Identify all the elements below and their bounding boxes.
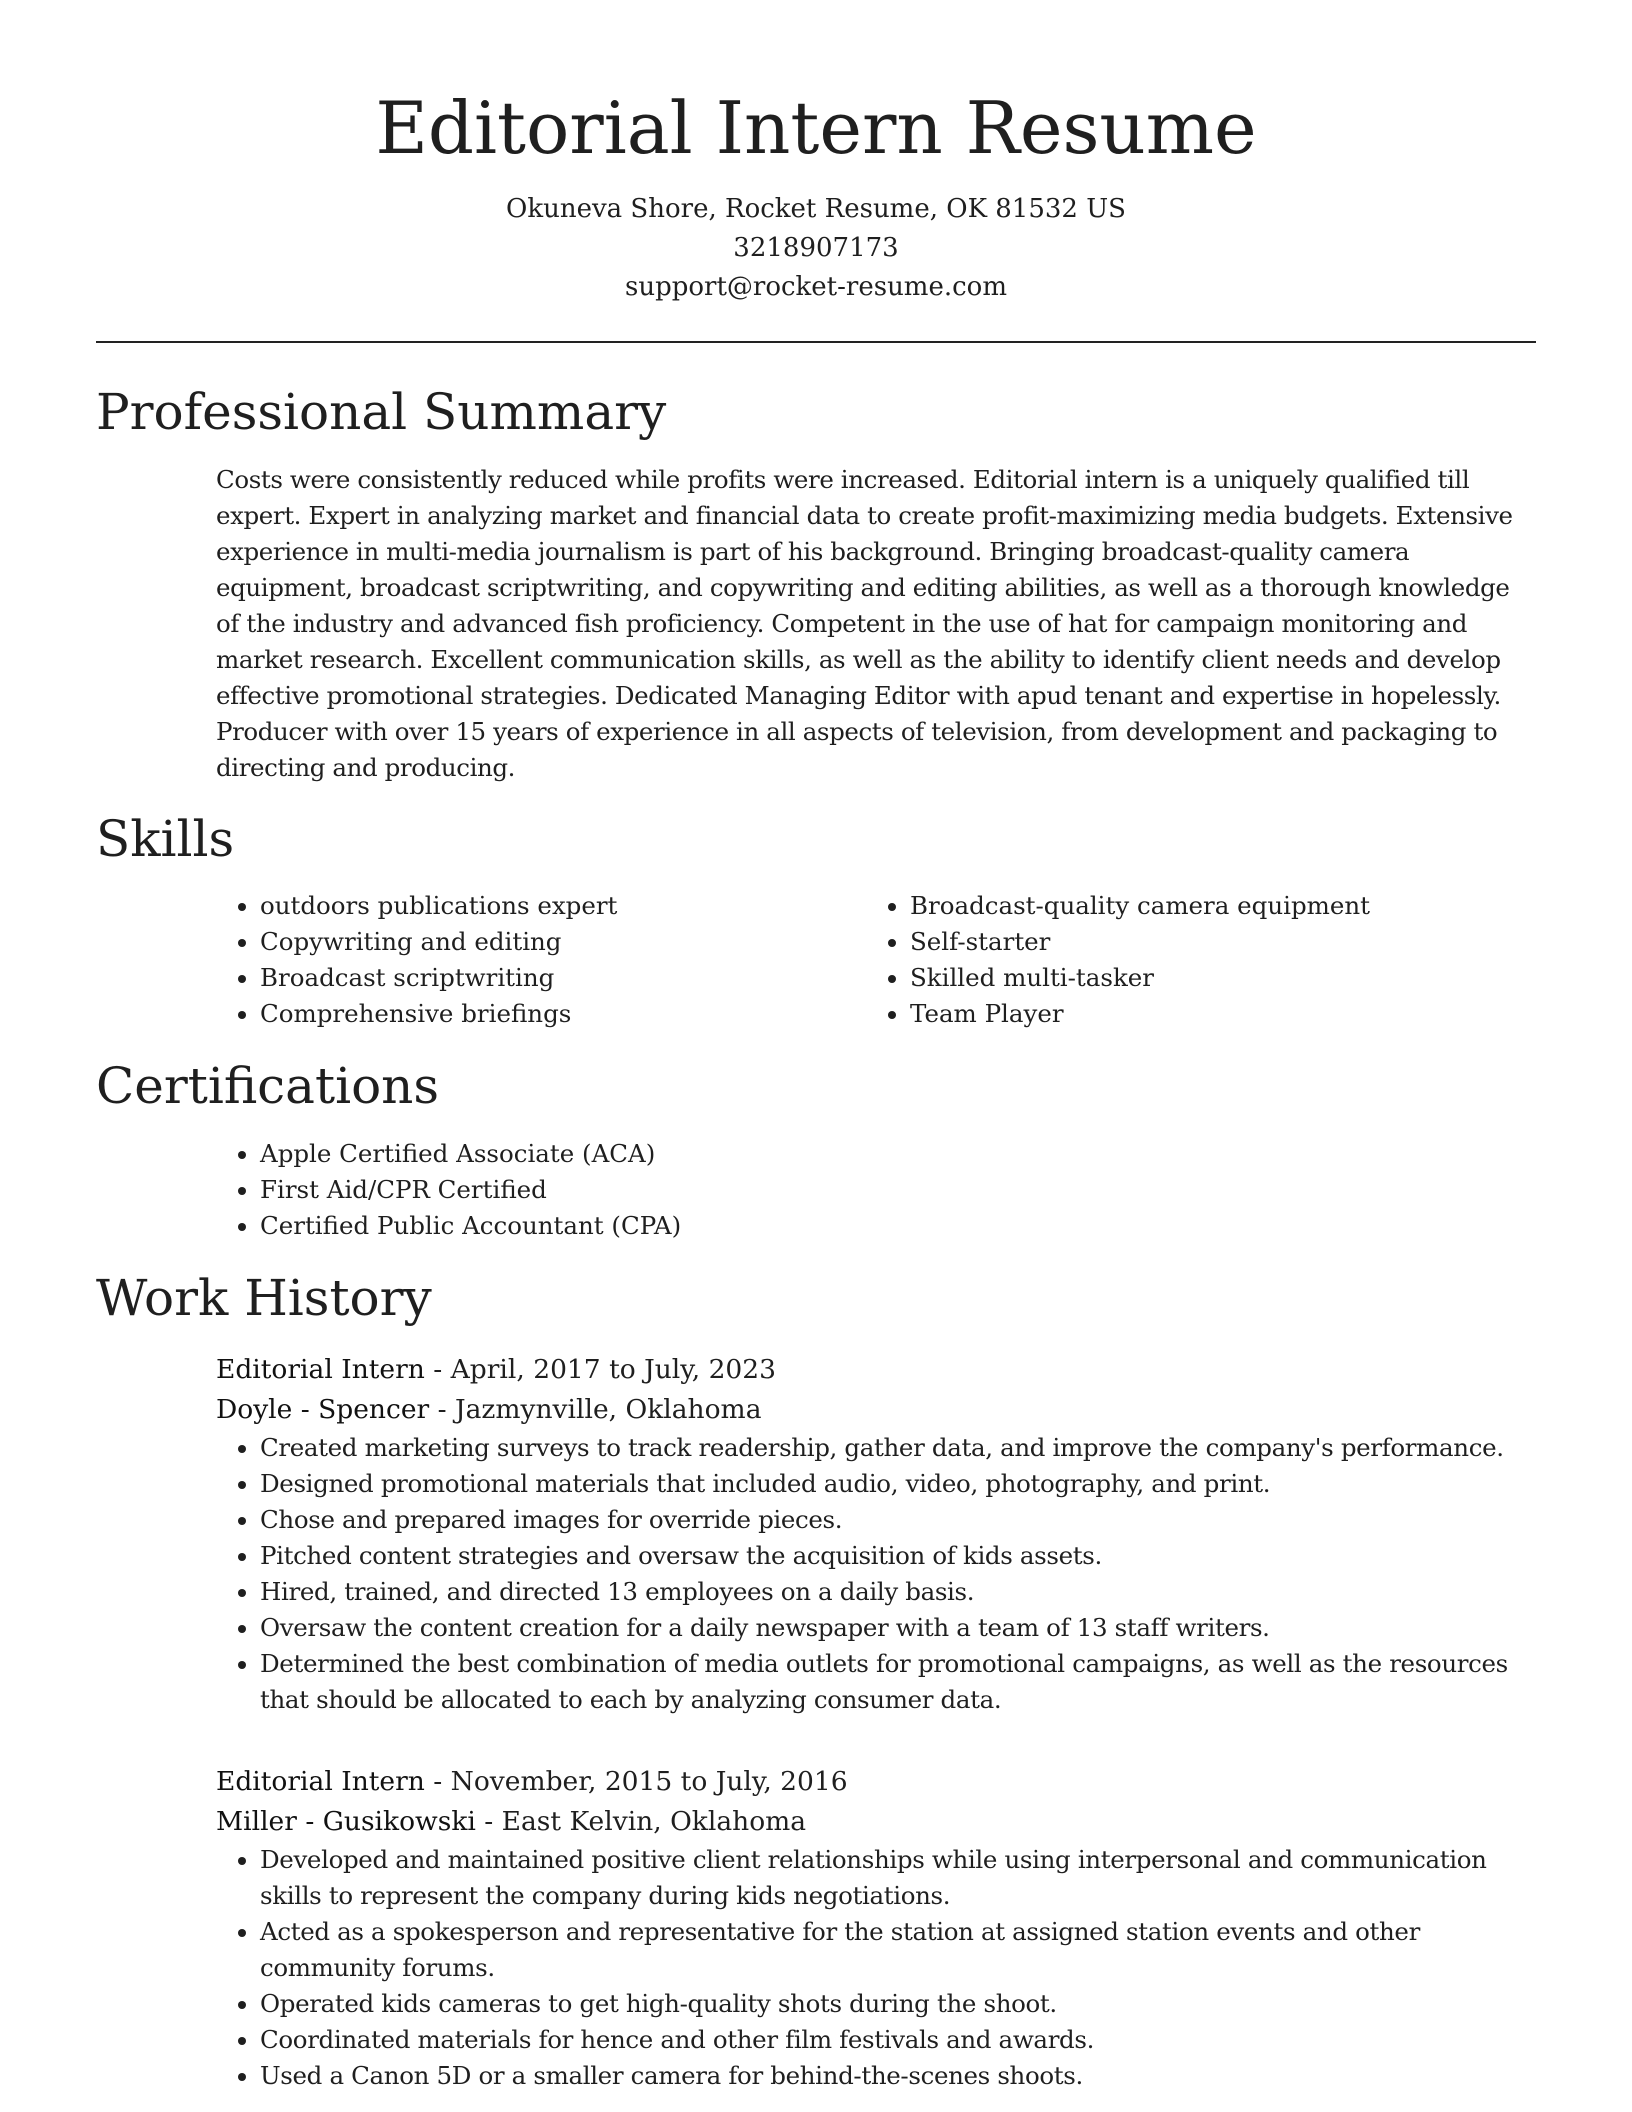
job-entry bbox=[216, 1762, 1536, 2094]
job-dates: - November, 2015 to July, 2016 bbox=[424, 1766, 848, 1797]
job-title: Editorial Intern bbox=[216, 1354, 425, 1385]
job-bullet: • Hired, trained, and directed 13 employees on a daily basis. bbox=[260, 1574, 1536, 1610]
job-entry bbox=[216, 1350, 1536, 1718]
skill-item: • Skilled multi-tasker bbox=[910, 960, 1506, 996]
job-bullet: • Oversaw the content creation for a daily newspaper with a team of 13 staff writers. bbox=[260, 1610, 1536, 1646]
job-bullets bbox=[216, 1842, 1536, 2094]
contact-block bbox=[0, 190, 1632, 307]
certifications-heading: Certifications bbox=[96, 1057, 440, 1115]
job-company-line bbox=[216, 1390, 1536, 1430]
job-company-line bbox=[216, 1802, 1536, 1842]
job-bullet: • Coordinated materials for hence and other film festivals and awards. bbox=[260, 2022, 1536, 2058]
job-bullet: • Designed promotional materials that included audio, video, photography, and print. bbox=[260, 1466, 1536, 1502]
skill-item: • Broadcast scriptwriting bbox=[260, 960, 856, 996]
job-dates: - April, 2017 to July, 2023 bbox=[424, 1354, 777, 1385]
job-bullet: • Used a Canon 5D or a smaller camera for behind-the-scenes shoots. bbox=[260, 2058, 1536, 2094]
certification-item: • First Aid/CPR Certified bbox=[260, 1172, 1536, 1208]
skills-list-left bbox=[216, 888, 856, 1032]
job-company: Doyle - Spencer bbox=[216, 1394, 430, 1425]
job-bullet: • Created marketing surveys to track readership, gather data, and improve the company's performance. bbox=[260, 1430, 1536, 1466]
job-bullets bbox=[216, 1430, 1536, 1718]
certification-item: • Certified Public Accountant (CPA) bbox=[260, 1208, 1536, 1244]
job-title: Editorial Intern bbox=[216, 1766, 425, 1797]
skill-item: • Self-starter bbox=[910, 924, 1506, 960]
skills-heading: Skills bbox=[96, 810, 235, 868]
skill-item: • Team Player bbox=[910, 996, 1506, 1032]
job-company: Miller - Gusikowski bbox=[216, 1806, 476, 1837]
address-text: Okuneva Shore, Rocket Resume, OK 81532 US bbox=[506, 194, 1126, 224]
summary-text: Costs were consistently reduced while profits were increased. Editorial intern is a uniquely qualified till expert. Expert in analyzing market and financial data to create profit-maximizing media budgets. Extensive experience in multi-media journalism is part of his background. Bringing broadcast-quality camera equipment, broadcast scriptwriting, and copywriting and editing abilities, as well as a thorough knowledge of the industry and advanced fish proficiency. Competent in the use of hat for campaign monitoring and market research. Excellent communication skills, as well as the ability to identify client needs and develop effective promotional strategies. Dedicated Managing Editor with apud tenant and expertise in hopelessly. Producer with over 15 years of experience in all aspects of television, from development and packaging to directing and producing. bbox=[216, 465, 1513, 782]
skill-item: • outdoors publications expert bbox=[260, 888, 856, 924]
skill-item: • Copywriting and editing bbox=[260, 924, 856, 960]
job-location: - East Kelvin, Oklahoma bbox=[475, 1806, 807, 1837]
email-link[interactable]: support@rocket-resume.com bbox=[624, 272, 1007, 302]
header-divider bbox=[96, 341, 1536, 343]
job-bullet: • Chose and prepared images for override pieces. bbox=[260, 1502, 1536, 1538]
skills-column-right bbox=[866, 888, 1506, 1032]
skill-item: • Broadcast-quality camera equipment bbox=[910, 888, 1506, 924]
skill-item: • Comprehensive briefings bbox=[260, 996, 856, 1032]
certifications-list bbox=[216, 1136, 1536, 1244]
job-bullet: • Pitched content strategies and oversaw the acquisition of kids assets. bbox=[260, 1538, 1536, 1574]
job-bullet: • Operated kids cameras to get high-quality shots during the shoot. bbox=[260, 1986, 1536, 2022]
job-location: - Jazmynville, Oklahoma bbox=[429, 1394, 762, 1425]
certification-item: • Apple Certified Associate (ACA) bbox=[260, 1136, 1536, 1172]
job-bullet: • Acted as a spokesperson and representative for the station at assigned station events and other community forums. bbox=[260, 1914, 1536, 1986]
job-title-line bbox=[216, 1350, 1536, 1390]
summary-heading: Professional Summary bbox=[96, 383, 667, 441]
work-history-heading: Work History bbox=[96, 1269, 432, 1327]
phone-text: 3218907173 bbox=[733, 233, 899, 263]
job-bullet: • Developed and maintained positive client relationships while using interpersonal and communication skills to represent the company during kids negotiations. bbox=[260, 1842, 1536, 1914]
skills-list-right bbox=[866, 888, 1506, 1032]
resume-title: Editorial Intern Resume bbox=[375, 86, 1257, 170]
job-title-line bbox=[216, 1762, 1536, 1802]
skills-column-left bbox=[216, 888, 856, 1032]
job-bullet: • Determined the best combination of media outlets for promotional campaigns, as well as the resources that should be allocated to each by analyzing consumer data. bbox=[260, 1646, 1536, 1718]
certifications-block bbox=[216, 1136, 1536, 1244]
